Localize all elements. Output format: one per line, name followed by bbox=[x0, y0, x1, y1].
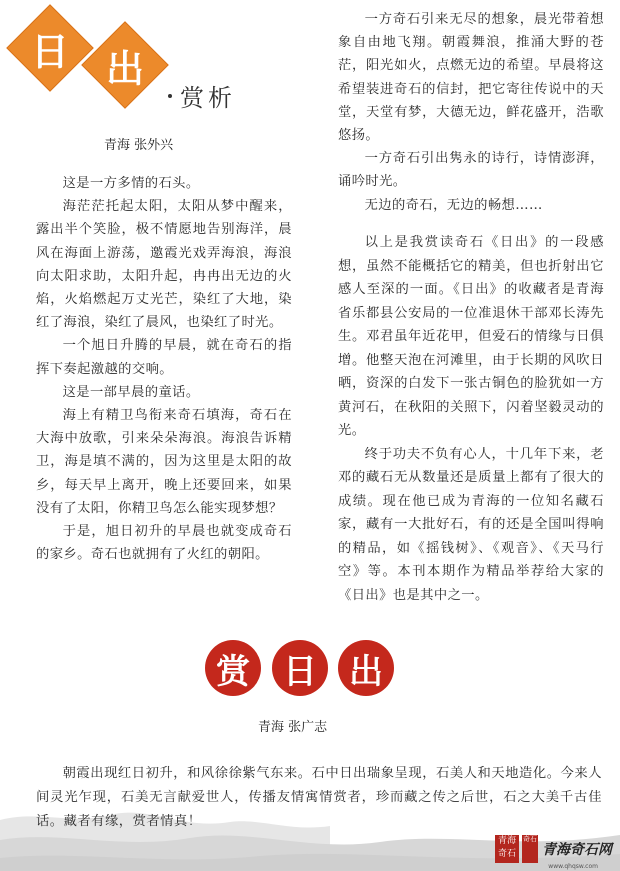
logo-seal: 青海奇石 bbox=[495, 835, 519, 863]
article1-left-column bbox=[36, 172, 292, 566]
paragraph: 一个旭日升腾的早晨，就在奇石的指挥下奏起激越的交响。 bbox=[36, 338, 292, 377]
logo-url: www.qhqsw.com bbox=[548, 863, 598, 870]
paragraph: 这是一方多情的石头。 bbox=[62, 176, 200, 191]
heading-circle-1: 赏 bbox=[205, 640, 261, 696]
site-logo bbox=[495, 835, 612, 863]
paragraph: 朝霞出现红日初升，和风徐徐紫气东来。石中日出瑞象呈现，石美人和天地造化。今来人间灵光乍现，石美无言献爱世人，传播友情寓情赏者，珍而藏之传之后世，石之大美千古佳话。藏者有缘，赏者情真！ bbox=[36, 766, 602, 829]
paragraph: 以上是我赏读奇石《日出》的一段感想，虽然不能概括它的精美，但也折射出它感人至深的一面。《日出》的收藏者是青海省乐都县公安局的一位准退休干部邓长涛先生。邓君虽年近花甲，但爱石的情缘与日俱增。他整天泡在河滩里，由于长期的风吹日晒，资深的白发下一张古铜色的脸犹如一方黄河石，在秋阳的关照下，闪着坚毅灵动的光。 bbox=[338, 235, 604, 438]
logo-text: 青海奇石网 bbox=[542, 842, 612, 858]
article1-author: 青海 张外兴 bbox=[104, 138, 174, 153]
paragraph: 终于功夫不负有心人，十几年下来，老邓的藏石无从数量还是质量上都有了很大的成绩。现在他已成为青海的一位知名藏石家，藏有一大批好石，有的还是全国叫得响的精品，如《摇钱树》、《观音》、《天马行空》等。本刊本期作为精品举荐给大家的《日出》也是其中之一。 bbox=[338, 446, 604, 603]
paragraph: 一方奇石引出隽永的诗行，诗情澎湃，诵吟时光。 bbox=[338, 151, 604, 190]
heading-circle-2: 日 bbox=[272, 640, 328, 696]
article1-commentary bbox=[338, 231, 604, 607]
heading-circle-3: 出 bbox=[338, 640, 394, 696]
title-char-2: 出 bbox=[105, 46, 144, 91]
article2-body bbox=[36, 762, 602, 834]
paragraph: 这是一部早晨的童话。 bbox=[62, 384, 200, 400]
title-char-1: 日 bbox=[30, 29, 69, 74]
paragraph: 海茫茫托起太阳，太阳从梦中醒来，露出半个笑脸，极不情愿地告别海洋，晨风在海面上游荡，邀霞光戏弄海浪，海浪向太阳求助，太阳升起，冉冉出无边的火焰，火焰燃起万丈光芒，染红了大地，染红了海浪，染红了晨风，也染红了时光。 bbox=[36, 199, 292, 331]
paragraph: 于是，旭日初升的早晨也就变成奇石的家乡。奇石也就拥有了火红的朝阳。 bbox=[36, 524, 292, 563]
paragraph: 无边的奇石，无边的畅想…… bbox=[364, 197, 543, 213]
paragraph: 海上有精卫鸟衔来奇石填海，奇石在大海中放歌，引来朵朵海浪。海浪告诉精卫，海是填不满的，因为这里是太阳的故乡，每天早上离开，晚上还要回来，如果没有了太阳，你精卫鸟怎么能实现梦想？ bbox=[36, 408, 292, 516]
paragraph: 一方奇石引来无尽的想象，晨光带着想象自由地飞翔。朝霞舞浪，推涌大野的苍茫，阳光如火，点燃无边的希望。早晨将这希望装进奇石的信封，把它寄往传说中的天堂，天堂有梦，大德无边，鲜花盛开，浩歌悠扬。 bbox=[338, 12, 604, 144]
title-suffix: 赏析 bbox=[180, 84, 236, 112]
article2-author: 青海 张广志 bbox=[258, 720, 328, 735]
title-dot bbox=[168, 94, 172, 98]
logo-seal-small: 奇石 bbox=[522, 835, 538, 863]
article1-right-column bbox=[338, 8, 604, 217]
